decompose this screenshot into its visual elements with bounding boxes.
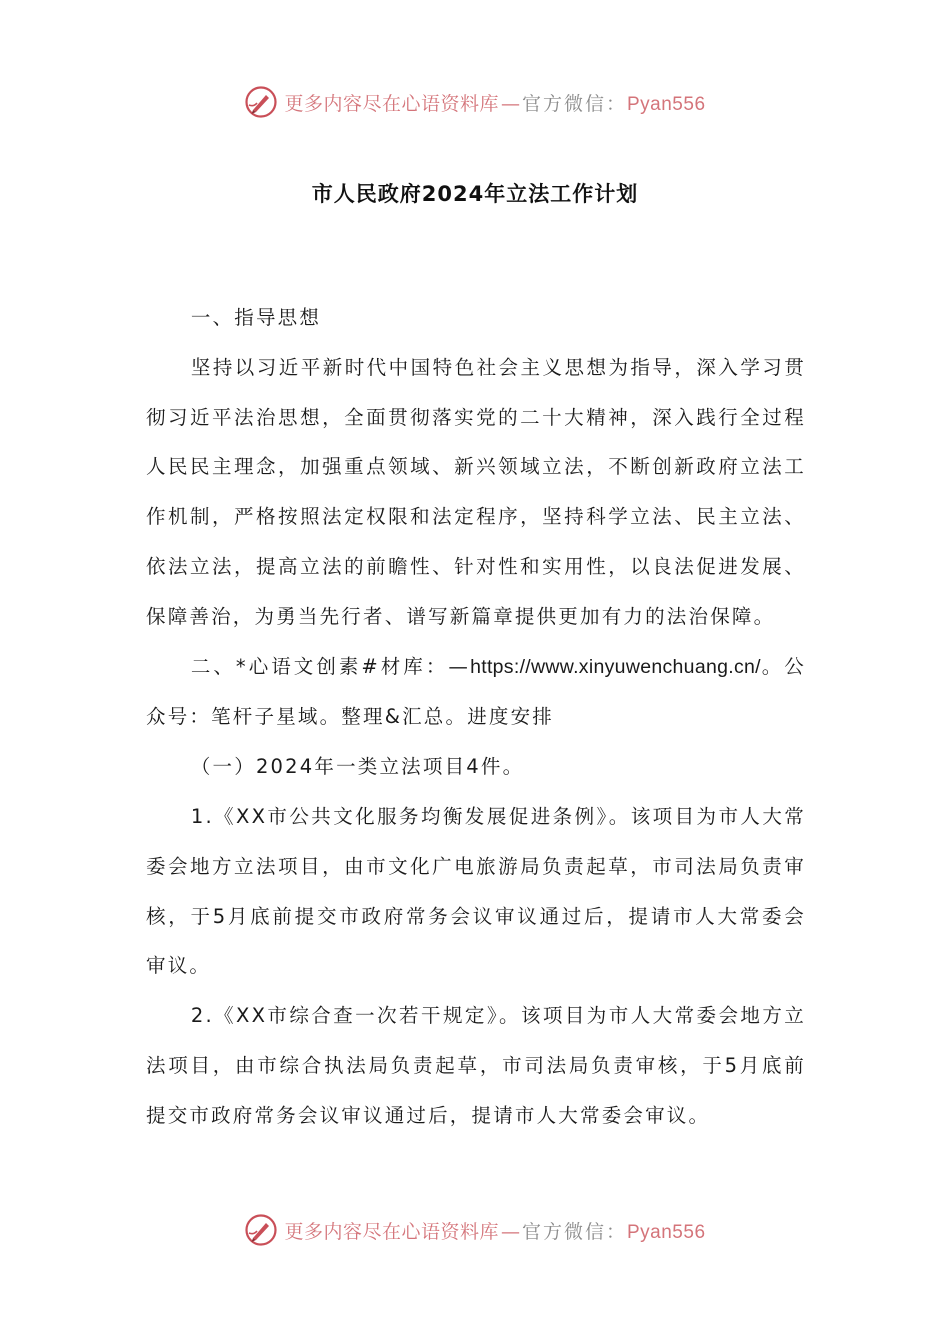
watermark-banner-bottom [0,1208,950,1252]
section-heading-schedule [146,642,806,743]
watermark-dash: — [500,1220,518,1243]
subsection-heading-class-one: （一）2024年一类立法项目4件。 [190,755,525,779]
source-url-link[interactable]: https://www.xinyuwenchuang.cn/ [470,655,761,678]
document-title: 市人民政府2024年立法工作计划 [311,182,639,206]
watermark-wechat-label: 官方微信： [521,92,627,115]
schedule-heading-prefix: 二、*心语文创素#材库：— [190,654,471,678]
watermark-text [284,89,705,116]
section-paragraph-guiding-thought: 坚持以习近平新时代中国特色社会主义思想为指导，深入学习贯彻习近平法治思想，全面贯彻落实党的二十大精神，深入践行全过程人民民主理念，加强重点领域、新兴领域立法，不断创新政府立法工作机制，严格按照法定权限和法定程序，坚持科学立法、民主立法、依法立法，提高立法的前瞻性、针对性和实用性，以良法促进发展、保障善治，为勇当先行者、谱写新篇章提供更加有力的法治保障。 [146,355,806,628]
watermark-slogan: 更多内容尽在心语资料库 [284,92,499,115]
watermark-text [284,1217,705,1244]
list-item-project-1: 1.《XX市公共文化服务均衡发展促进条例》。该项目为市人大常委会地方立法项目，由市文化广电旅游局负责起草，市司法局负责审核，于5月底前提交市政府常务会议审议通过后，提请市人大常委会审议。 [146,804,806,978]
watermark-banner-top [0,80,950,124]
pen-logo-icon [244,1213,278,1247]
pen-logo-icon [244,85,278,119]
watermark-slogan: 更多内容尽在心语资料库 [284,1220,499,1243]
list-item-project-2: 2.《XX市综合查一次若干规定》。该项目为市人大常委会地方立法项目，由市综合执法局负责起草，市司法局负责审核，于5月底前提交市政府常务会议审议通过后，提请市人大常委会审议。 [146,1004,806,1127]
section-heading-guiding-thought: 一、指导思想 [190,306,322,329]
watermark-wechat-label: 官方微信： [521,1220,627,1243]
watermark-dash: — [500,92,518,115]
watermark-wechat-id: Pyan556 [627,1221,706,1243]
watermark-wechat-id: Pyan556 [627,93,706,115]
document-body [146,293,806,1141]
schedule-heading-suffix: 。公众号：笔杆子星域。整理&汇总。进度安排 [146,654,806,729]
